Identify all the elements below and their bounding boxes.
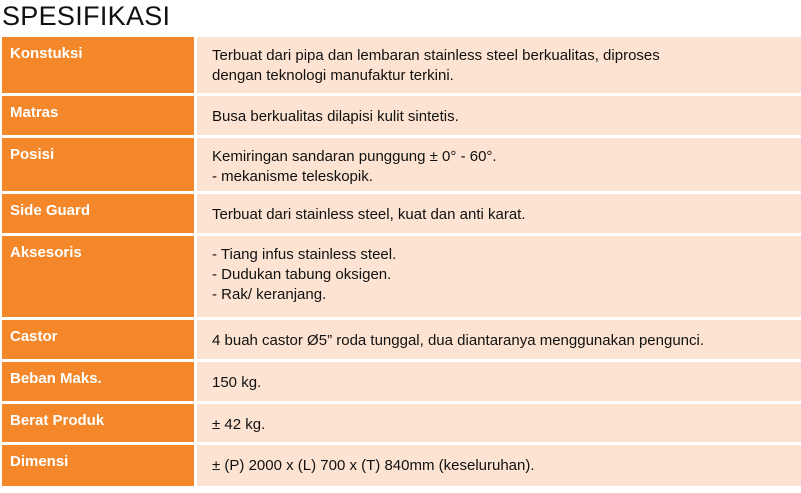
spec-value: - Tiang infus stainless steel. - Dudukan tabung oksigen. - Rak/ keranjang. xyxy=(197,236,801,317)
spec-label: Beban Maks. xyxy=(2,362,194,401)
spec-value: Kemiringan sandaran punggung ± 0° - 60°. - mekanisme teleskopik. xyxy=(197,138,801,191)
spec-label: Berat Produk xyxy=(2,404,194,442)
spec-value: ± (P) 2000 x (L) 700 x (T) 840mm (keseluruhan). xyxy=(197,445,801,486)
spec-row-side-guard xyxy=(2,191,801,233)
spec-row-castor xyxy=(2,317,801,359)
spec-row-matras xyxy=(2,93,801,135)
spec-row-konstruksi xyxy=(2,37,801,93)
page-title: SPESIFIKASI xyxy=(2,1,171,31)
spec-table xyxy=(2,37,801,486)
spec-label: Castor xyxy=(2,320,194,359)
spec-row-beban-maks xyxy=(2,359,801,401)
spec-row-berat-produk xyxy=(2,401,801,442)
spec-value: Busa berkualitas dilapisi kulit sintetis. xyxy=(197,96,801,135)
spec-value: ± 42 kg. xyxy=(197,404,801,442)
spec-value: 4 buah castor Ø5” roda tunggal, dua diantaranya menggunakan pengunci. xyxy=(197,320,801,359)
spec-row-aksesoris xyxy=(2,233,801,317)
spec-label: Matras xyxy=(2,96,194,135)
spec-value: Terbuat dari stainless steel, kuat dan anti karat. xyxy=(197,194,801,233)
spec-label: Dimensi xyxy=(2,445,194,486)
spec-row-posisi xyxy=(2,135,801,191)
spec-row-dimensi xyxy=(2,442,801,486)
spec-label: Aksesoris xyxy=(2,236,194,317)
spec-value: Terbuat dari pipa dan lembaran stainless steel berkualitas, diproses dengan teknologi manufaktur terkini. xyxy=(197,37,801,93)
spec-label: Side Guard xyxy=(2,194,194,233)
spec-label: Posisi xyxy=(2,138,194,191)
spec-label: Konstuksi xyxy=(2,37,194,93)
spec-value: 150 kg. xyxy=(197,362,801,401)
